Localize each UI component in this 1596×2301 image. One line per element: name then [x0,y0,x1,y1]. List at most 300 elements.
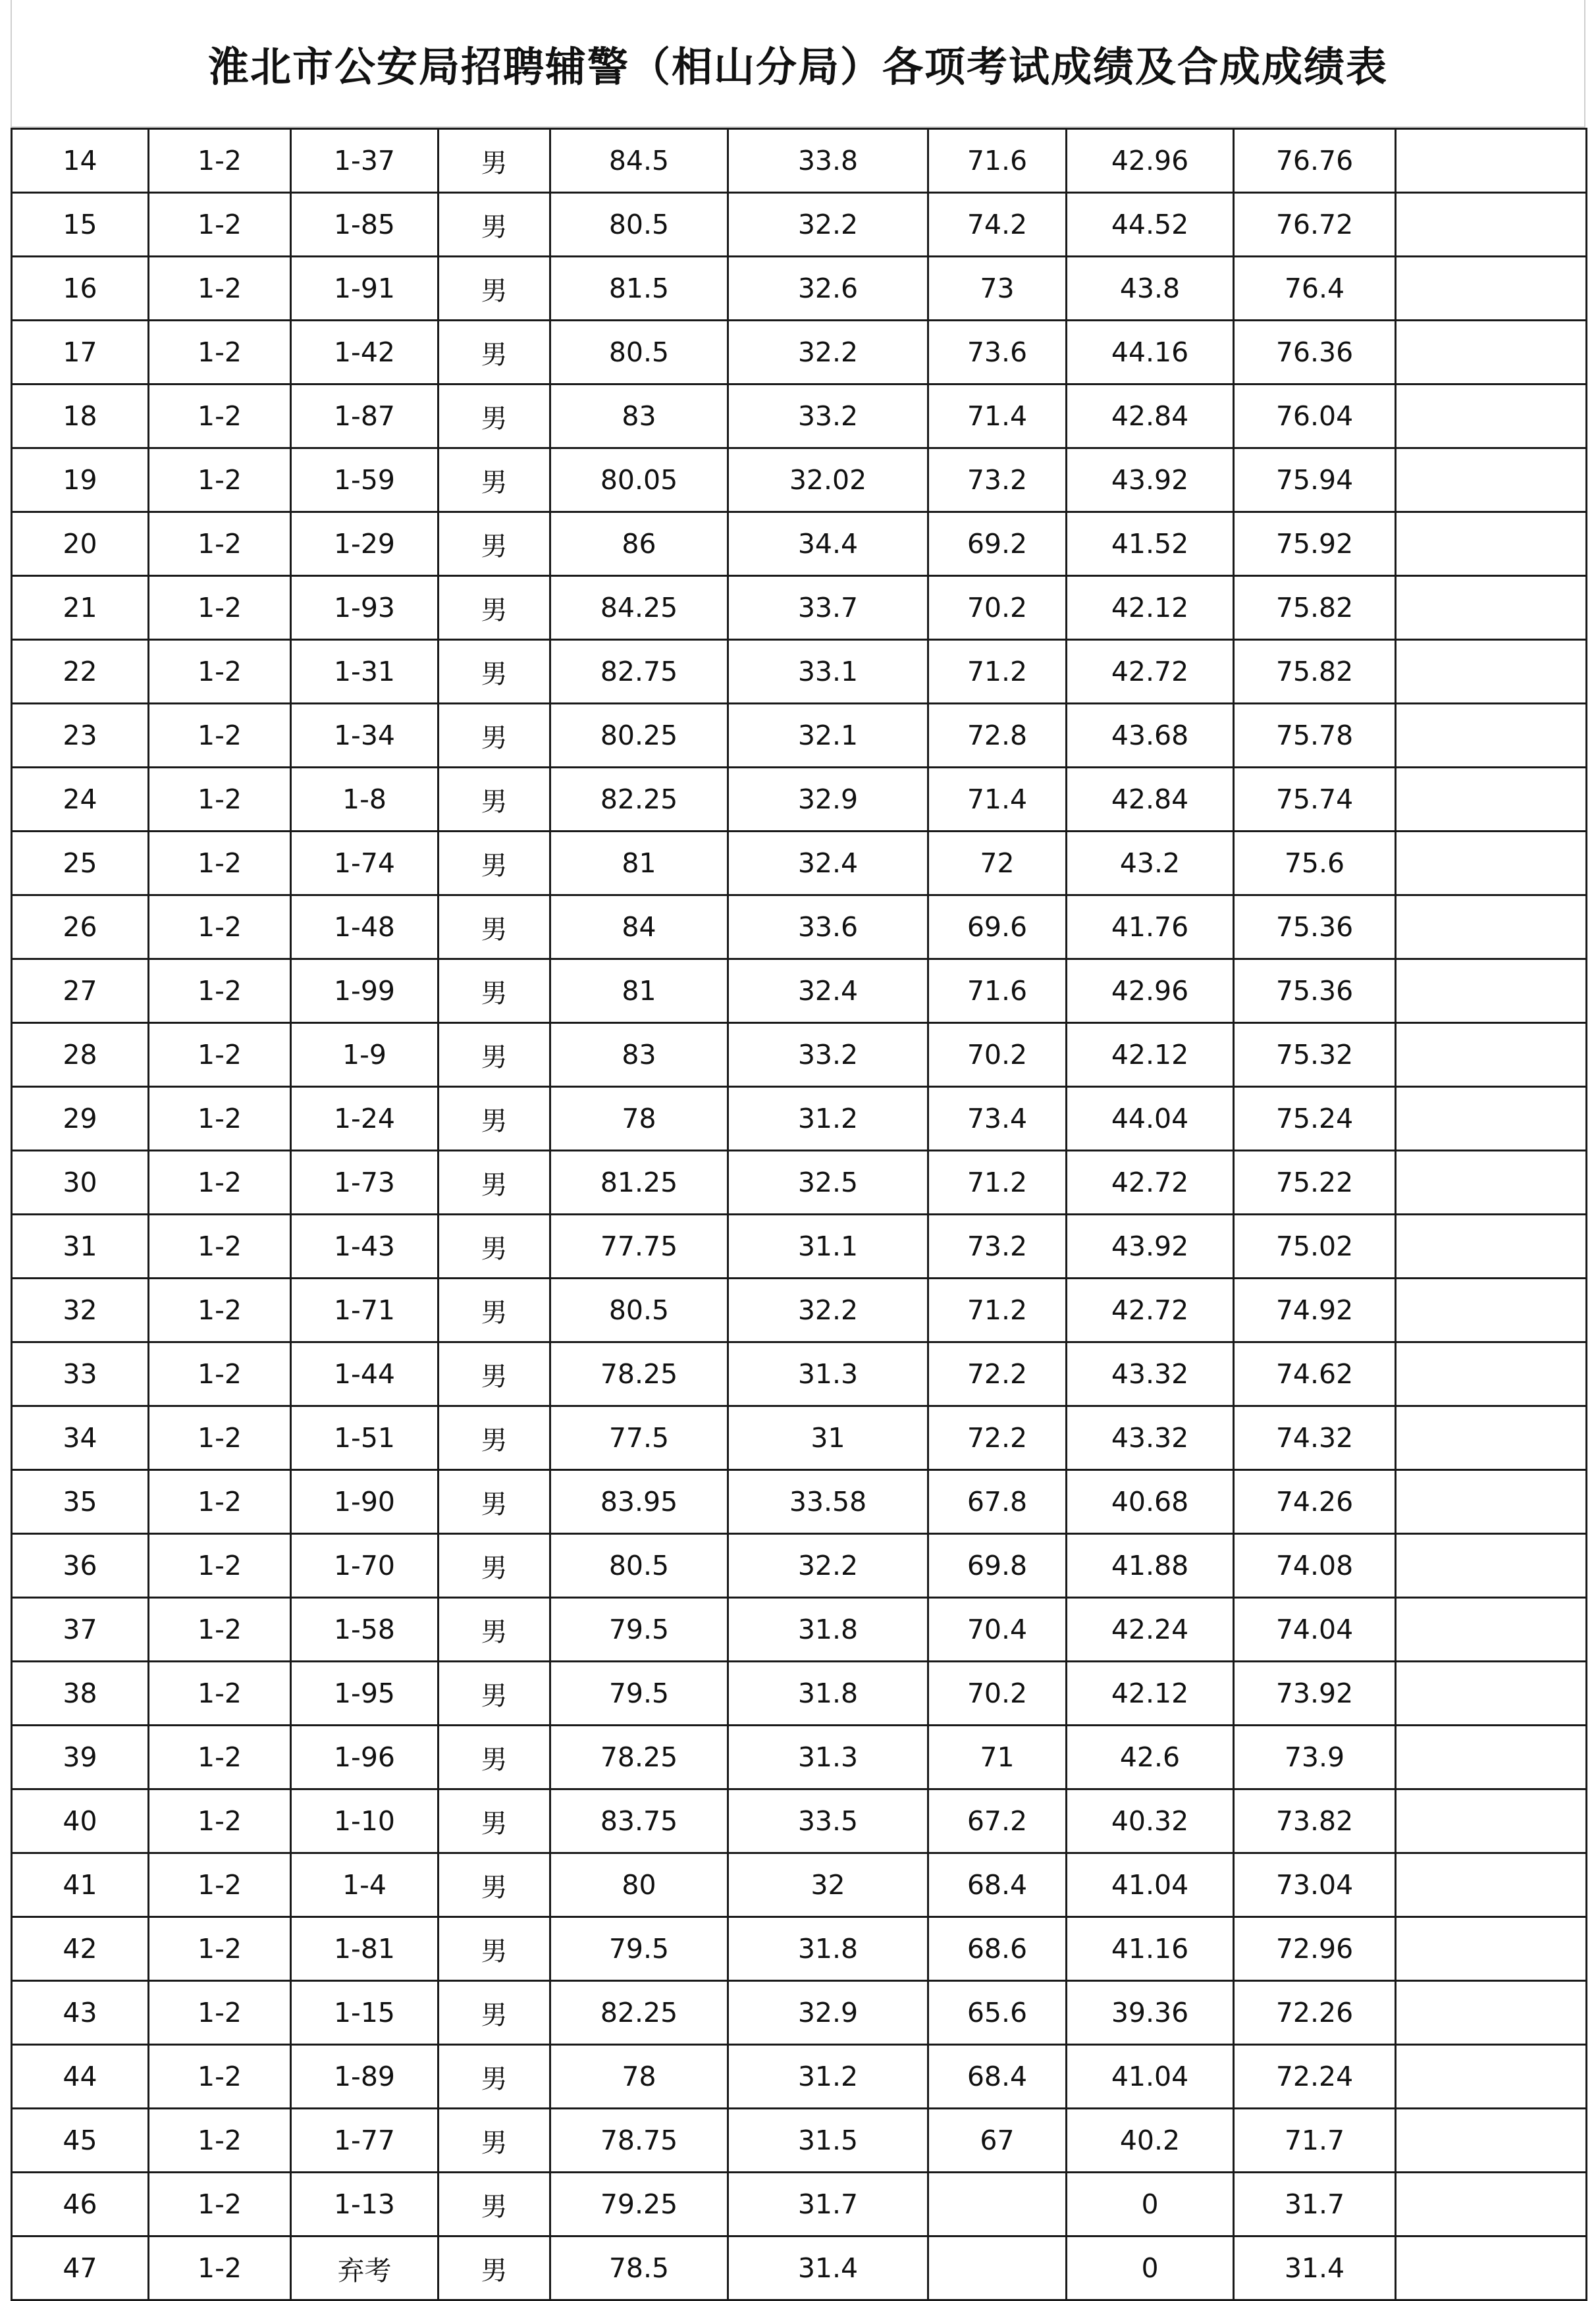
exam-score-raw: 84.5 [550,129,728,193]
table-row [12,1087,1587,1151]
gender: 男 [439,512,550,576]
gender: 男 [439,321,550,384]
total-score: 72.96 [1234,1917,1396,1981]
remark [1396,768,1587,832]
exam-score-raw: 83.95 [550,1470,728,1534]
group-cell: 1-2 [149,1023,291,1087]
total-score: 74.62 [1234,1342,1396,1406]
total-score: 76.4 [1234,257,1396,321]
group-cell: 1-2 [149,321,291,384]
physical-score-raw: 73.2 [928,1215,1067,1279]
remark [1396,129,1587,193]
table-row [12,512,1587,576]
candidate-id: 1-31 [291,640,439,704]
table-row [12,448,1587,512]
total-score: 73.9 [1234,1726,1396,1789]
row-number: 46 [12,2173,149,2236]
group-cell: 1-2 [149,257,291,321]
total-score: 72.26 [1234,1981,1396,2045]
table-row [12,1726,1587,1789]
physical-score-weighted: 42.6 [1067,1726,1234,1789]
total-score: 76.72 [1234,193,1396,257]
row-number: 26 [12,895,149,959]
row-number: 25 [12,832,149,895]
candidate-id: 1-87 [291,384,439,448]
remark [1396,321,1587,384]
remark [1396,1662,1587,1726]
row-number: 31 [12,1215,149,1279]
group-cell: 1-2 [149,895,291,959]
exam-score-weighted: 33.5 [728,1789,928,1853]
table-row [12,1853,1587,1917]
physical-score-raw: 68.6 [928,1917,1067,1981]
total-score: 75.78 [1234,704,1396,768]
physical-score-weighted: 41.52 [1067,512,1234,576]
row-number: 15 [12,193,149,257]
remark [1396,193,1587,257]
remark [1396,1981,1587,2045]
physical-score-raw: 69.8 [928,1534,1067,1598]
gender: 男 [439,2045,550,2109]
table-row [12,2109,1587,2173]
exam-score-weighted: 33.1 [728,640,928,704]
group-cell: 1-2 [149,129,291,193]
total-score: 73.82 [1234,1789,1396,1853]
exam-score-weighted: 33.58 [728,1470,928,1534]
gender: 男 [439,768,550,832]
candidate-id: 1-15 [291,1981,439,2045]
physical-score-raw: 70.2 [928,1023,1067,1087]
remark [1396,640,1587,704]
physical-score-raw: 73.4 [928,1087,1067,1151]
exam-score-raw: 79.5 [550,1598,728,1662]
row-number: 22 [12,640,149,704]
exam-score-raw: 79.5 [550,1662,728,1726]
exam-score-raw: 80.5 [550,193,728,257]
row-number: 39 [12,1726,149,1789]
remark [1396,1087,1587,1151]
candidate-id: 1-90 [291,1470,439,1534]
candidate-id: 1-8 [291,768,439,832]
candidate-id: 1-13 [291,2173,439,2236]
group-cell: 1-2 [149,1406,291,1470]
gender: 男 [439,1470,550,1534]
physical-score-raw: 68.4 [928,1853,1067,1917]
total-score: 75.36 [1234,959,1396,1023]
exam-score-weighted: 32.9 [728,1981,928,2045]
gender: 男 [439,832,550,895]
table-row [12,2173,1587,2236]
row-number: 44 [12,2045,149,2109]
row-number: 33 [12,1342,149,1406]
gender: 男 [439,1981,550,2045]
candidate-id: 1-89 [291,2045,439,2109]
table-row [12,959,1587,1023]
physical-score-raw: 73.6 [928,321,1067,384]
gender: 男 [439,640,550,704]
physical-score-weighted: 43.92 [1067,1215,1234,1279]
exam-score-weighted: 32.2 [728,193,928,257]
candidate-id: 1-74 [291,832,439,895]
physical-score-weighted: 43.8 [1067,257,1234,321]
group-cell: 1-2 [149,512,291,576]
total-score: 76.04 [1234,384,1396,448]
total-score: 73.92 [1234,1662,1396,1726]
gender: 男 [439,1151,550,1215]
remark [1396,1342,1587,1406]
candidate-id: 1-59 [291,448,439,512]
row-number: 20 [12,512,149,576]
row-number: 37 [12,1598,149,1662]
total-score: 74.08 [1234,1534,1396,1598]
exam-score-raw: 78.75 [550,2109,728,2173]
remark [1396,2236,1587,2300]
physical-score-weighted: 43.32 [1067,1342,1234,1406]
exam-score-weighted: 32.2 [728,321,928,384]
physical-score-raw: 65.6 [928,1981,1067,2045]
exam-score-raw: 81.5 [550,257,728,321]
table-row [12,321,1587,384]
group-cell: 1-2 [149,1598,291,1662]
gender: 男 [439,2173,550,2236]
table-row [12,384,1587,448]
physical-score-weighted: 39.36 [1067,1981,1234,2045]
exam-score-weighted: 31.2 [728,1087,928,1151]
remark [1396,1470,1587,1534]
remark [1396,1023,1587,1087]
remark [1396,512,1587,576]
exam-score-weighted: 32.9 [728,768,928,832]
physical-score-weighted: 44.16 [1067,321,1234,384]
row-number: 32 [12,1279,149,1342]
row-number: 18 [12,384,149,448]
remark [1396,959,1587,1023]
remark [1396,2173,1587,2236]
candidate-id: 1-77 [291,2109,439,2173]
row-number: 47 [12,2236,149,2300]
gender: 男 [439,257,550,321]
physical-score-weighted: 44.52 [1067,193,1234,257]
exam-score-weighted: 32.5 [728,1151,928,1215]
table-row [12,1789,1587,1853]
candidate-id: 1-99 [291,959,439,1023]
candidate-id: 1-10 [291,1789,439,1853]
group-cell: 1-2 [149,640,291,704]
exam-score-raw: 81 [550,832,728,895]
total-score: 75.02 [1234,1215,1396,1279]
table-row [12,1215,1587,1279]
candidate-id: 1-73 [291,1151,439,1215]
exam-score-raw: 79.5 [550,1917,728,1981]
remark [1396,2109,1587,2173]
exam-score-weighted: 31.4 [728,2236,928,2300]
table-row [12,576,1587,640]
total-score: 75.24 [1234,1087,1396,1151]
physical-score-raw: 71.2 [928,1151,1067,1215]
group-cell: 1-2 [149,768,291,832]
candidate-id: 1-51 [291,1406,439,1470]
total-score: 75.22 [1234,1151,1396,1215]
remark [1396,384,1587,448]
gender: 男 [439,1662,550,1726]
table-row [12,193,1587,257]
row-number: 35 [12,1470,149,1534]
total-score: 75.74 [1234,768,1396,832]
gender: 男 [439,448,550,512]
physical-score-weighted: 42.72 [1067,640,1234,704]
physical-score-raw: 67 [928,2109,1067,2173]
total-score: 75.82 [1234,576,1396,640]
gender: 男 [439,1534,550,1598]
exam-score-raw: 80.5 [550,321,728,384]
candidate-id: 1-81 [291,1917,439,1981]
row-number: 21 [12,576,149,640]
gender: 男 [439,1087,550,1151]
physical-score-raw: 70.2 [928,1662,1067,1726]
physical-score-raw: 72 [928,832,1067,895]
exam-score-raw: 82.75 [550,640,728,704]
candidate-id: 1-9 [291,1023,439,1087]
table-row [12,1279,1587,1342]
exam-score-raw: 80 [550,1853,728,1917]
physical-score-weighted: 40.32 [1067,1789,1234,1853]
exam-score-raw: 82.25 [550,768,728,832]
physical-score-weighted: 42.12 [1067,1662,1234,1726]
physical-score-raw: 70.2 [928,576,1067,640]
remark [1396,1853,1587,1917]
row-number: 23 [12,704,149,768]
table-row [12,2236,1587,2300]
row-number: 43 [12,1981,149,2045]
remark [1396,1726,1587,1789]
physical-score-weighted: 42.12 [1067,576,1234,640]
exam-score-raw: 78.5 [550,2236,728,2300]
exam-score-weighted: 32.2 [728,1534,928,1598]
row-number: 17 [12,321,149,384]
exam-score-raw: 80.25 [550,704,728,768]
group-cell: 1-2 [149,384,291,448]
table-row [12,704,1587,768]
exam-score-raw: 78 [550,2045,728,2109]
remark [1396,1279,1587,1342]
candidate-id: 1-37 [291,129,439,193]
group-cell: 1-2 [149,1151,291,1215]
physical-score-raw: 69.6 [928,895,1067,959]
title-banner [11,0,1585,128]
row-number: 36 [12,1534,149,1598]
physical-score-weighted: 42.72 [1067,1151,1234,1215]
physical-score-weighted: 41.88 [1067,1534,1234,1598]
group-cell: 1-2 [149,1087,291,1151]
table-row [12,1406,1587,1470]
group-cell: 1-2 [149,704,291,768]
exam-score-raw: 78 [550,1087,728,1151]
table-row [12,832,1587,895]
gender: 男 [439,193,550,257]
exam-score-weighted: 33.2 [728,384,928,448]
candidate-id: 1-96 [291,1726,439,1789]
remark [1396,1789,1587,1853]
row-number: 30 [12,1151,149,1215]
total-score: 75.32 [1234,1023,1396,1087]
table-row [12,1023,1587,1087]
table-row [12,129,1587,193]
remark [1396,1215,1587,1279]
total-score: 31.7 [1234,2173,1396,2236]
total-score: 73.04 [1234,1853,1396,1917]
row-number: 24 [12,768,149,832]
physical-score-weighted: 41.76 [1067,895,1234,959]
physical-score-weighted: 43.32 [1067,1406,1234,1470]
physical-score-raw: 68.4 [928,2045,1067,2109]
physical-score-raw: 71.6 [928,959,1067,1023]
physical-score-weighted: 40.68 [1067,1470,1234,1534]
physical-score-raw: 72.2 [928,1406,1067,1470]
exam-score-raw: 80.5 [550,1279,728,1342]
total-score: 75.36 [1234,895,1396,959]
physical-score-raw: 71.6 [928,129,1067,193]
physical-score-weighted: 43.68 [1067,704,1234,768]
row-number: 38 [12,1662,149,1726]
gender: 男 [439,129,550,193]
table-row [12,1534,1587,1598]
total-score: 75.82 [1234,640,1396,704]
remark [1396,1598,1587,1662]
group-cell: 1-2 [149,448,291,512]
row-number: 19 [12,448,149,512]
physical-score-weighted: 41.04 [1067,2045,1234,2109]
row-number: 42 [12,1917,149,1981]
exam-score-raw: 83 [550,1023,728,1087]
total-score: 75.6 [1234,832,1396,895]
gender: 男 [439,1726,550,1789]
gender: 男 [439,1853,550,1917]
physical-score-weighted: 41.16 [1067,1917,1234,1981]
candidate-id: 1-48 [291,895,439,959]
group-cell: 1-2 [149,1726,291,1789]
physical-score-weighted: 42.72 [1067,1279,1234,1342]
exam-score-raw: 83 [550,384,728,448]
exam-score-weighted: 32.2 [728,1279,928,1342]
table-row [12,2045,1587,2109]
gender: 男 [439,2109,550,2173]
group-cell: 1-2 [149,576,291,640]
exam-score-raw: 82.25 [550,1981,728,2045]
gender: 男 [439,1342,550,1406]
physical-score-weighted: 0 [1067,2236,1234,2300]
total-score: 71.7 [1234,2109,1396,2173]
table-row [12,895,1587,959]
physical-score-weighted: 42.84 [1067,384,1234,448]
total-score: 75.92 [1234,512,1396,576]
exam-score-raw: 77.5 [550,1406,728,1470]
exam-score-raw: 78.25 [550,1342,728,1406]
total-score: 74.92 [1234,1279,1396,1342]
group-cell: 1-2 [149,2109,291,2173]
remark [1396,1917,1587,1981]
exam-score-weighted: 31.5 [728,2109,928,2173]
score-table-body [12,129,1587,2300]
exam-score-weighted: 31.7 [728,2173,928,2236]
candidate-id: 1-85 [291,193,439,257]
exam-score-raw: 79.25 [550,2173,728,2236]
exam-score-weighted: 31.8 [728,1598,928,1662]
physical-score-raw: 71 [928,1726,1067,1789]
remark [1396,257,1587,321]
physical-score-raw: 69.2 [928,512,1067,576]
exam-score-weighted: 31.8 [728,1662,928,1726]
exam-score-raw: 81 [550,959,728,1023]
group-cell: 1-2 [149,1981,291,2045]
table-row [12,1342,1587,1406]
candidate-id: 1-91 [291,257,439,321]
physical-score-weighted: 42.96 [1067,959,1234,1023]
exam-score-raw: 83.75 [550,1789,728,1853]
physical-score-raw: 71.4 [928,768,1067,832]
candidate-id: 1-44 [291,1342,439,1406]
physical-score-weighted: 0 [1067,2173,1234,2236]
table-row [12,1598,1587,1662]
physical-score-raw: 74.2 [928,193,1067,257]
group-cell: 1-2 [149,2236,291,2300]
physical-score-raw: 72.8 [928,704,1067,768]
group-cell: 1-2 [149,2173,291,2236]
row-number: 27 [12,959,149,1023]
row-number: 16 [12,257,149,321]
exam-score-weighted: 33.7 [728,576,928,640]
score-sheet [11,0,1585,2301]
exam-score-weighted: 31.1 [728,1215,928,1279]
gender: 男 [439,1598,550,1662]
group-cell: 1-2 [149,1279,291,1342]
remark [1396,832,1587,895]
physical-score-weighted: 43.92 [1067,448,1234,512]
physical-score-weighted: 42.24 [1067,1598,1234,1662]
exam-score-raw: 80.5 [550,1534,728,1598]
group-cell: 1-2 [149,959,291,1023]
group-cell: 1-2 [149,1534,291,1598]
total-score: 75.94 [1234,448,1396,512]
gender: 男 [439,1789,550,1853]
gender: 男 [439,576,550,640]
table-row [12,1470,1587,1534]
table-row [12,1662,1587,1726]
group-cell: 1-2 [149,193,291,257]
gender: 男 [439,384,550,448]
exam-score-raw: 78.25 [550,1726,728,1789]
exam-score-weighted: 31.3 [728,1342,928,1406]
exam-score-raw: 84 [550,895,728,959]
exam-score-weighted: 32.02 [728,448,928,512]
physical-score-raw: 73 [928,257,1067,321]
total-score: 74.26 [1234,1470,1396,1534]
exam-score-weighted: 31.2 [728,2045,928,2109]
physical-score-raw: 67.8 [928,1470,1067,1534]
candidate-id: 1-93 [291,576,439,640]
physical-score-raw: 72.2 [928,1342,1067,1406]
exam-score-weighted: 32 [728,1853,928,1917]
exam-score-weighted: 31.8 [728,1917,928,1981]
total-score: 76.36 [1234,321,1396,384]
physical-score-raw: 71.2 [928,1279,1067,1342]
exam-score-weighted: 33.8 [728,129,928,193]
physical-score-raw [928,2173,1067,2236]
physical-score-weighted: 42.84 [1067,768,1234,832]
remark [1396,2045,1587,2109]
physical-score-weighted: 42.12 [1067,1023,1234,1087]
gender: 男 [439,1917,550,1981]
total-score: 72.24 [1234,2045,1396,2109]
